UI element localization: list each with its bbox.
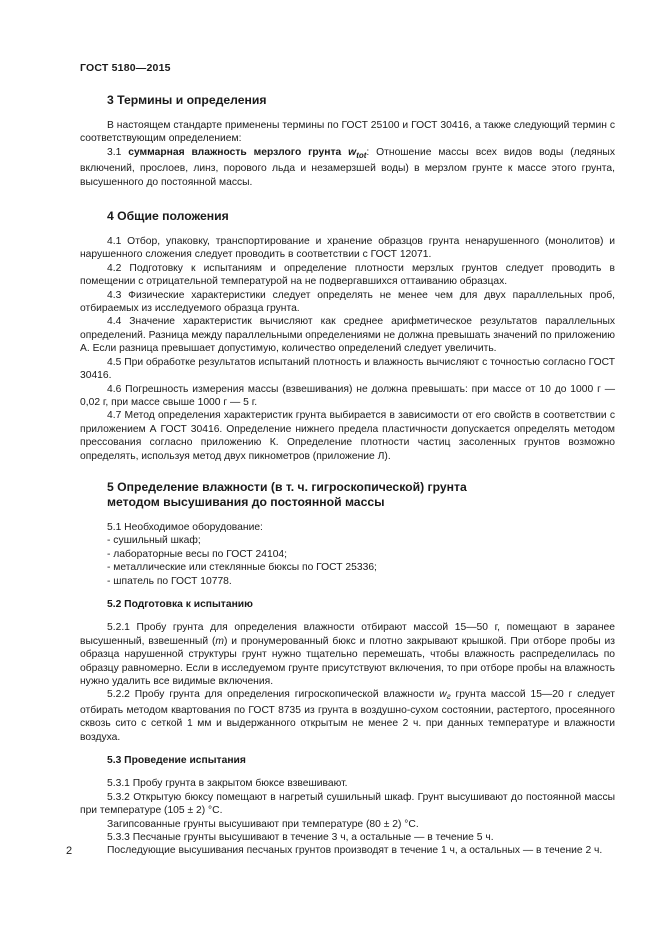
hygroscopic-symbol: w [439, 689, 447, 701]
para-5-3-1: 5.3.1 Пробу грунта в закрытом бюксе взвешивают. [107, 778, 348, 790]
definition-number: 3.1 [107, 146, 122, 158]
mass-symbol: m [215, 635, 224, 647]
para-4-7: 4.7 Метод определения характеристик грунта выбирается в зависимости от его свойств в соответствии с приложением А ГОСТ 30416. Определение нижнего предела пластичности допускается определять методом прессования согласно приложению К. Определение плотности частиц засоленных грунтов возможно определять, используя метод двух пикнометров (приложение Л). [80, 410, 615, 462]
para-5-2-1 [80, 621, 615, 688]
section-5-title-line1: 5 Определение влажности (в т. ч. гигроскопической) грунта [107, 479, 467, 494]
para-4-4: 4.4 Значение характеристик вычисляют как среднее арифметическое результатов параллельных определений. Разница между параллельными определениями не должна превышать значений по приложению А. Если разница превышает допустимую, количество определений следует увеличить. [80, 316, 615, 355]
section-5-title-line2: методом высушивания до постоянной массы [107, 494, 385, 509]
equipment-item: - металлические или стеклянные бюксы по ГОСТ 25336; [107, 562, 377, 574]
definition-text: : Отношение массы всех видов воды (ледяных включений, прослоев, линз, порового льда и незамерзшей воды) в мерзлом грунте к массе этого грунта, высушенного до постоянной массы. [80, 146, 615, 188]
para-5-2-1-text-a: 5.2.1 Пробу грунта для определения влажности отбирают массой 15—50 г, помещают в заранее высушенный, взвешенный ( [80, 622, 615, 647]
equipment-item: - шпатель по ГОСТ 10778. [107, 575, 232, 587]
para-4-5: 4.5 При обработке результатов испытаний плотность и влажность вычисляют с точностью согласно ГОСТ 30416. [80, 356, 615, 382]
term-symbol: w [348, 146, 357, 158]
term-name: суммарная влажность мерзлого грунта [128, 146, 342, 158]
equipment-item: - лабораторные весы по ГОСТ 24104; [107, 548, 288, 560]
section-4-title: 4 Общие положения [107, 209, 229, 224]
para-5-2-2 [80, 688, 615, 744]
para-5-3-2-note: Загипсованные грунты высушивают при температуре (80 ± 2) °С. [107, 818, 419, 830]
para-4-6: 4.6 Погрешность измерения массы (взвешивания) не должна превышать: при массе от 10 до 1000 г — 0,02 г, при массе свыше 1000 г — 5 г. [80, 383, 615, 408]
equipment-item: - сушильный шкаф; [107, 535, 201, 547]
para-4-2: 4.2 Подготовку к испытаниям и определение плотности мерзлых грунтов следует проводить в помещении с отрицательной температурой на не подвергавшихся оттаиванию образцах. [80, 262, 615, 288]
section-5-title [80, 480, 615, 510]
para-5-3-3-note: Последующие высушивания песчаных грунтов производят в течение 1 ч, а остальных — в течение 2 ч. [107, 845, 603, 857]
document-body [80, 88, 615, 858]
page-number: 2 [66, 845, 73, 857]
term-subscript: tot [356, 150, 367, 160]
subsection-5-3-title: 5.3 Проведение испытания [107, 755, 246, 767]
section-3-title: 3 Термины и определения [107, 93, 267, 107]
definition-3-1 [80, 146, 615, 189]
document-code: ГОСТ 5180—2015 [80, 62, 171, 74]
hygroscopic-subscript: г [446, 692, 451, 702]
section-3-intro: В настоящем стандарте применены термины по ГОСТ 25100 и ГОСТ 30416, а также следующий термин с соответствующим определением: [80, 120, 615, 145]
para-5-2-2-text-b: грунта массой 15—20 г следует отбирать методом квартования по ГОСТ 8735 из грунта в воздушно-сухом состоянии, растертого, просеянного сквозь сито с сеткой 1 мм и выдержанного открытым не менее 2 ч. при данных температуре и влажности воздуха. [80, 689, 615, 743]
para-5-3-3: 5.3.3 Песчаные грунты высушивают в течение 3 ч, а остальные — в течение 5 ч. [107, 832, 494, 844]
para-4-3: 4.3 Физические характеристики следует определять не менее чем для двух параллельных проб, отбираемых из исследуемого образца грунта. [80, 289, 615, 315]
para-4-1: 4.1 Отбор, упаковку, транспортирование и хранение образцов грунта ненарушенного (монолитов) и нарушенного сложения следует проводить в соответствии с ГОСТ 12071. [80, 236, 615, 261]
subsection-5-2-title: 5.2 Подготовка к испытанию [107, 598, 253, 610]
para-5-2-1-text-b: ) и пронумерованный бюкс и плотно закрывают крышкой. При отборе пробы из образца нарушенной структуры грунт нужно тщательно перемешать, чтобы влажность распределилась по образцу равномерно. Если в исследуемом грунте присутствуют включения, то при отборе пробы на влажность нужно удалить все видимые включения. [80, 635, 615, 687]
para-5-3-2: 5.3.2 Открытую бюксу помещают в нагретый сушильный шкаф. Грунт высушивают до постоянной массы при температуре (105 ± 2) °С. [80, 791, 615, 817]
para-5-1: 5.1 Необходимое оборудование: [107, 521, 263, 533]
para-5-2-2-text-a: 5.2.2 Пробу грунта для определения гигроскопической влажности [107, 689, 440, 701]
